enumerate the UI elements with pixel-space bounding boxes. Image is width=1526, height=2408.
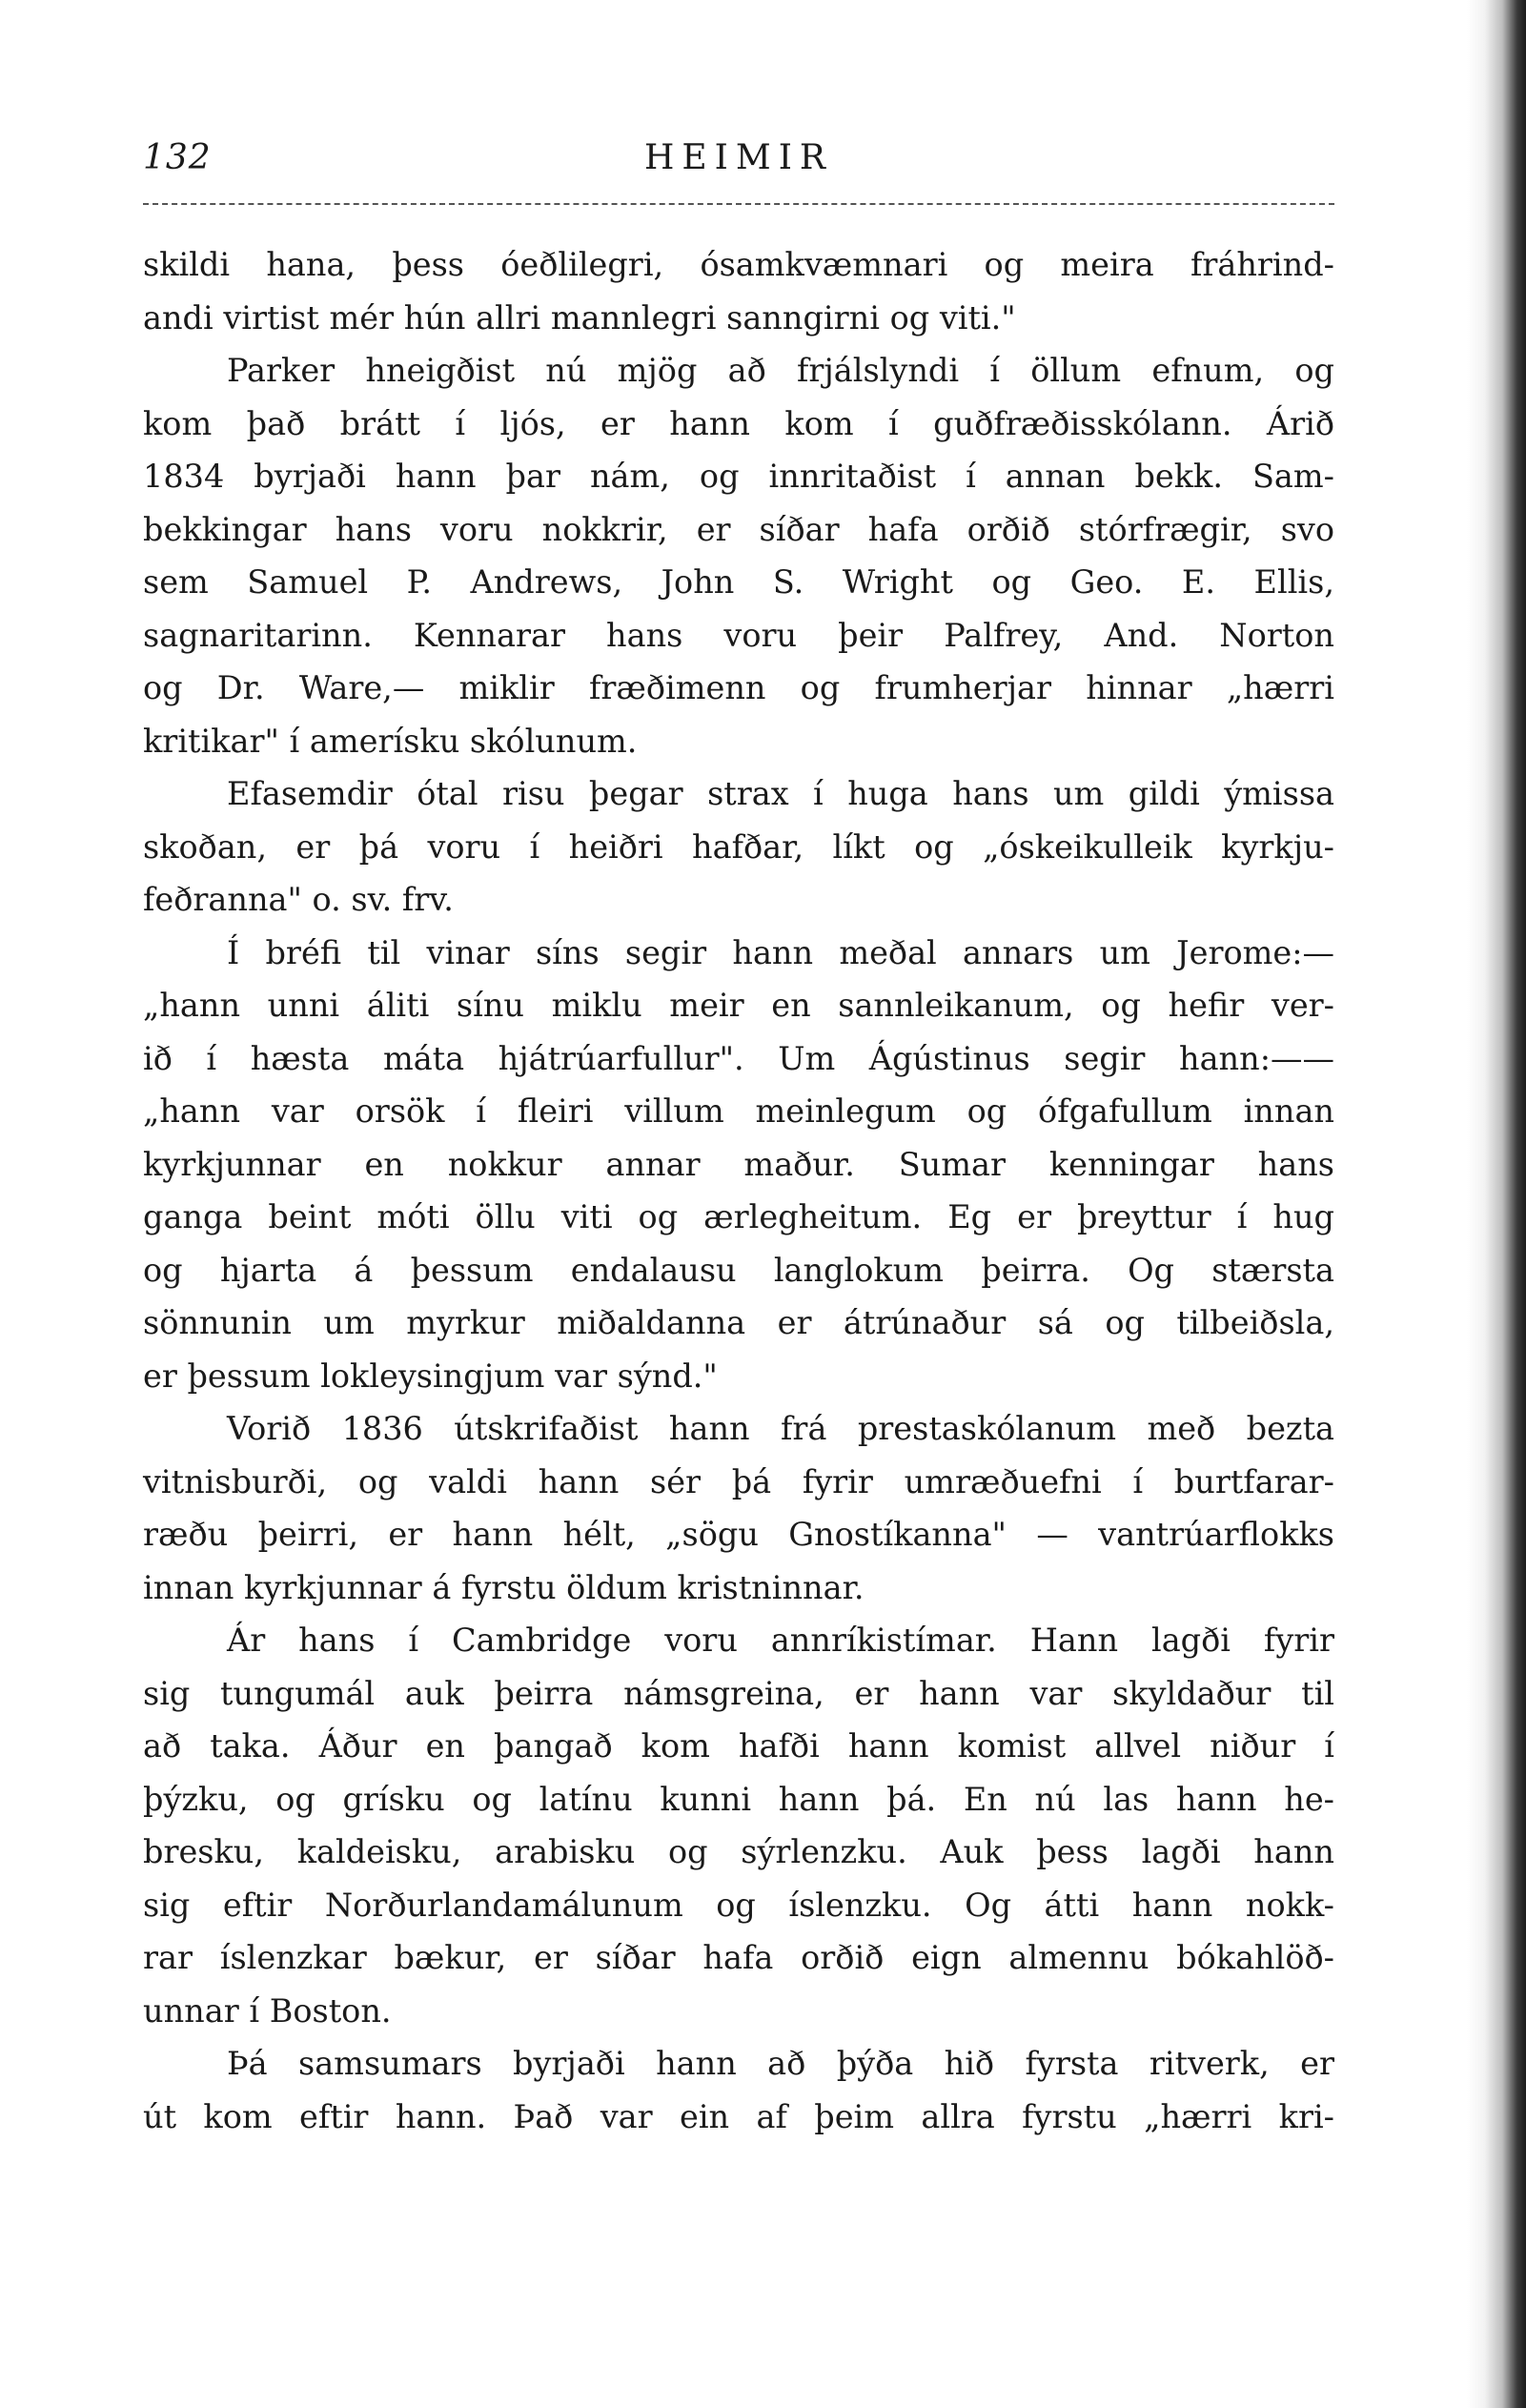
page-header bbox=[143, 138, 1334, 186]
text-line: skoðan, er þá voru í heiðri hafðar, líkt og „óskeikulleik kyrkju- bbox=[143, 827, 1334, 866]
text-line: andi virtist mér hún allri mannlegri sanngirni og viti." bbox=[143, 298, 1016, 337]
page-number: 132 bbox=[143, 138, 212, 177]
text-line: skildi hana, þess óeðlilegri, ósamkvæmnari og meira fráhrind- bbox=[143, 246, 1334, 283]
scanned-book-edge bbox=[1467, 0, 1526, 2408]
header-rule bbox=[143, 203, 1334, 205]
text-line: ganga beint móti öllu viti og ærlegheitum. Eg er þreyttur í hug bbox=[143, 1198, 1334, 1235]
text-line: sagnaritarinn. Kennarar hans voru þeir Palfrey, And. Norton bbox=[143, 616, 1334, 654]
text-line: vitnisburði, og valdi hann sér þá fyrir umræðuefni í burtfarar- bbox=[143, 1462, 1334, 1500]
text-line: bresku, kaldeisku, arabisku og sýrlenzku. Auk þess lagði hann bbox=[143, 1833, 1334, 1870]
text-line: kyrkjunnar en nokkur annar maður. Sumar kenningar hans bbox=[143, 1145, 1334, 1183]
text-line: „hann var orsök í fleiri villum meinlegum og ófgafullum innan bbox=[143, 1092, 1334, 1130]
text-line: „hann unni áliti sínu miklu meir en sannleikanum, og hefir ver- bbox=[143, 987, 1334, 1024]
text-line: út kom eftir hann. Það var ein af þeim allra fyrstu „hærri kri- bbox=[143, 2097, 1334, 2135]
text-line: kritikar" í amerísku skólunum. bbox=[143, 722, 638, 760]
text-line: Í bréfi til vinar síns segir hann meðal annars um Jerome:— bbox=[227, 933, 1334, 971]
text-line: 1834 byrjaði hann þar nám, og innritaðist í annan bekk. Sam- bbox=[143, 458, 1334, 495]
text-line: sig eftir Norðurlandamálunum og íslenzku. Og átti hann nokk- bbox=[143, 1886, 1334, 1924]
text-line: Ár hans í Cambridge voru annríkistímar. Hann lagði fyrir bbox=[227, 1622, 1334, 1659]
text-line: ræðu þeirri, er hann hélt, „sögu Gnostíkanna" — vantrúarflokks bbox=[143, 1516, 1334, 1553]
text-line: og hjarta á þessum endalausu langlokum þeirra. Og stærsta bbox=[143, 1251, 1334, 1289]
text-line: feðranna" o. sv. frv. bbox=[143, 881, 454, 918]
text-line: sönnunin um myrkur miðaldanna er átrúnaður sá og tilbeiðsla, bbox=[143, 1304, 1334, 1341]
text-line: kom það brátt í ljós, er hann kom í guðfræðisskólann. Árið bbox=[143, 404, 1334, 442]
text-line: sig tungumál auk þeirra námsgreina, er hann var skyldaður til bbox=[143, 1674, 1334, 1712]
text-line: bekkingar hans voru nokkrir, er síðar hafa orðið stórfrægir, svo bbox=[143, 510, 1334, 548]
text-line: þýzku, og grísku og latínu kunni hann þá. En nú las hann he- bbox=[143, 1780, 1334, 1818]
text-line: er þessum lokleysingjum var sýnd." bbox=[143, 1357, 718, 1395]
text-line: rar íslenzkar bækur, er síðar hafa orðið eign almennu bókahlöð- bbox=[143, 1939, 1334, 1976]
text-line: og Dr. Ware,— miklir fræðimenn og frumherjar hinnar „hærri bbox=[143, 669, 1334, 706]
text-line: að taka. Áður en þangað kom hafði hann komist allvel niður í bbox=[143, 1727, 1334, 1765]
text-line: sem Samuel P. Andrews, John S. Wright og Geo. E. Ellis, bbox=[143, 563, 1334, 601]
body-text bbox=[143, 238, 1334, 2143]
text-line: ið í hæsta máta hjátrúarfullur". Um Ágústinus segir hann:—— bbox=[143, 1039, 1334, 1077]
text-line: Efasemdir ótal risu þegar strax í huga hans um gildi ýmissa bbox=[227, 775, 1334, 812]
text-line: Parker hneigðist nú mjög að frjálslyndi í öllum efnum, og bbox=[227, 352, 1334, 389]
text-line: Þá samsumars byrjaði hann að þýða hið fyrsta ritverk, er bbox=[227, 2045, 1334, 2082]
text-line: innan kyrkjunnar á fyrstu öldum kristninnar. bbox=[143, 1568, 865, 1606]
running-title: HEIMIR bbox=[643, 138, 834, 177]
text-line: unnar í Boston. bbox=[143, 1991, 392, 2030]
text-line: Vorið 1836 útskrifaðist hann frá prestaskólanum með bezta bbox=[227, 1410, 1334, 1447]
